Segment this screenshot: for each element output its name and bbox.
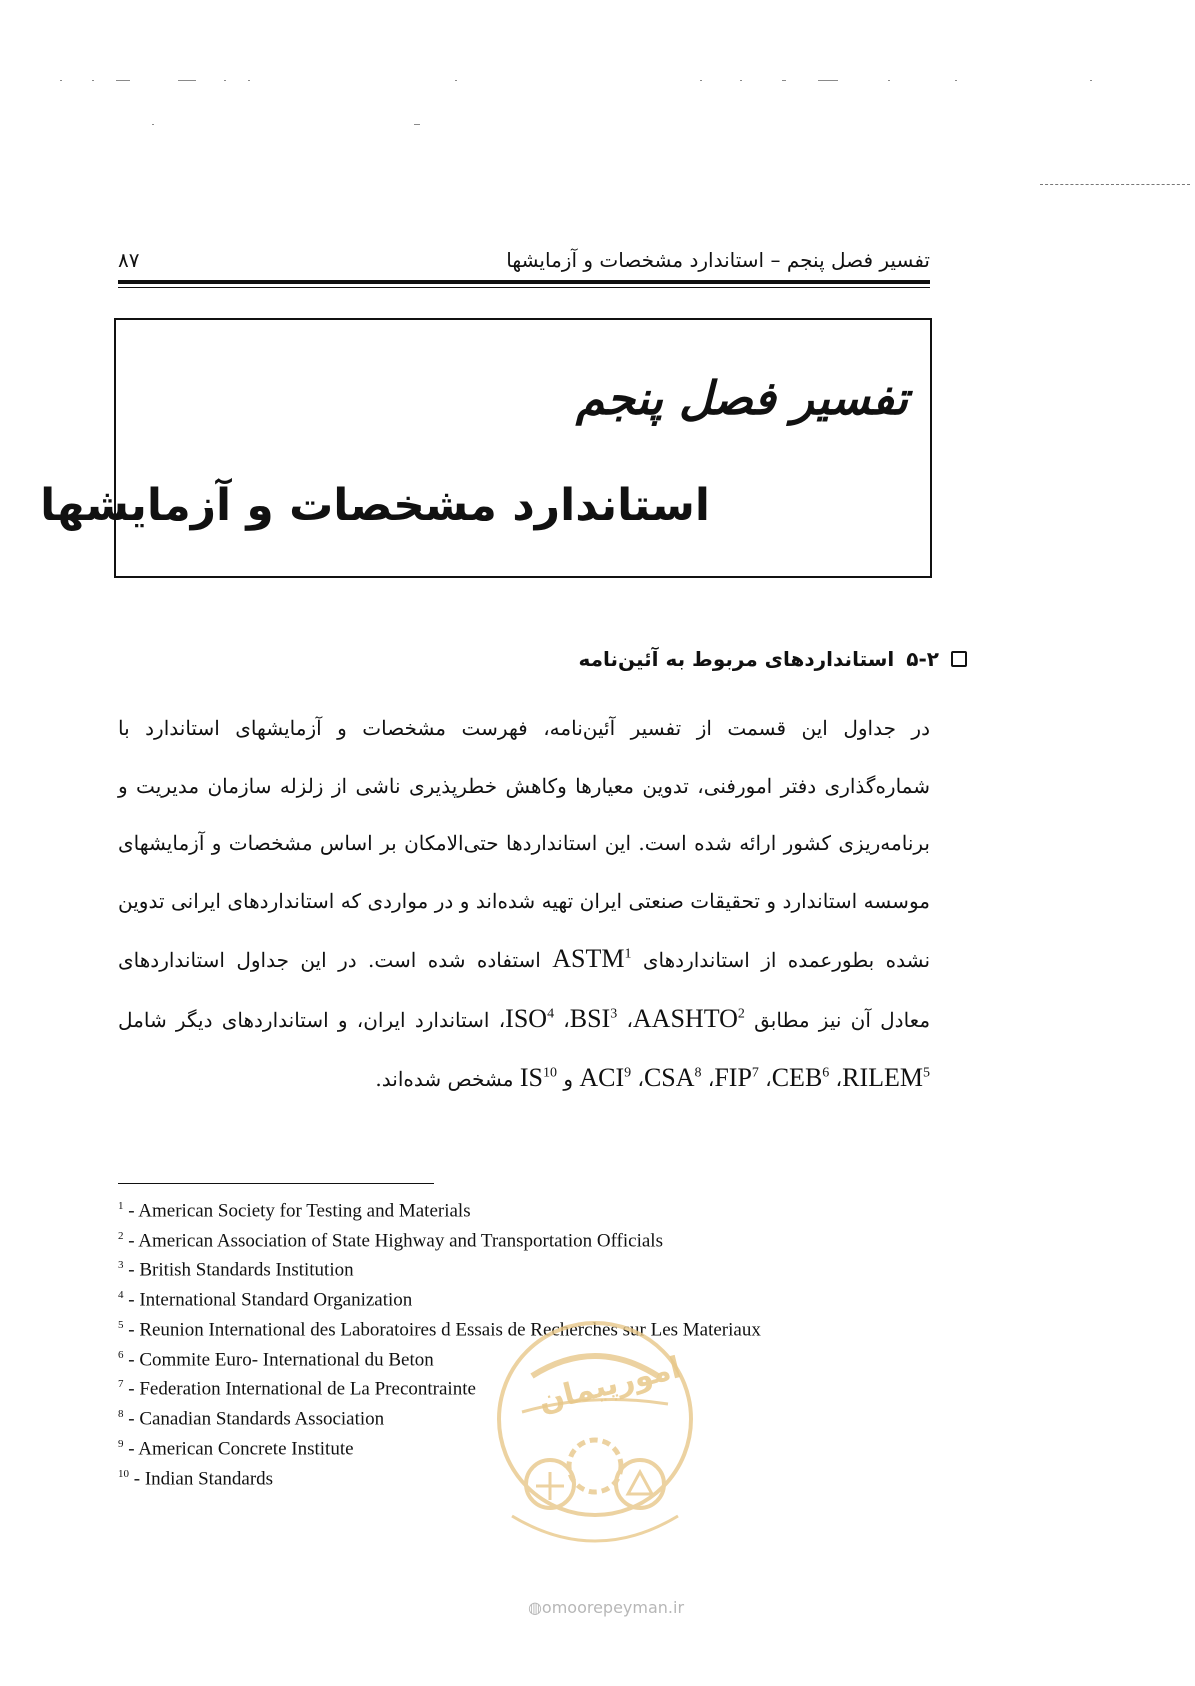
footnote-item: $^5$ - Reunion International des Laboratoires d Essais de Recherches sur Les Materiaux — [118, 1318, 761, 1341]
standard-csa: CSA$^8$ — [643, 1063, 702, 1092]
footnote-item: $^2$ - American Association of State Highway and Transportation Officials — [118, 1229, 663, 1252]
footnote-separator — [118, 1183, 434, 1184]
footnote-ref-1: 1 — [624, 946, 632, 962]
chapter-title-box — [40, 318, 932, 578]
footnote-item: $^4$ - International Standard Organization — [118, 1289, 413, 1311]
footnote-item: $^7$ - Federation International de La Precontrainte — [118, 1378, 476, 1400]
watermark-seal-text: امورپیمان — [534, 1350, 685, 1420]
header-rule — [118, 280, 930, 284]
section-heading — [578, 644, 967, 674]
footnote-item: $^{10}$ - Indian Standards — [118, 1467, 274, 1489]
chapter-subtitle: استاندارد مشخصات و آزمایشها — [40, 480, 710, 531]
standard-bsi: BSI$^3$ — [569, 1003, 618, 1033]
footnote-item: $^6$ - Commite Euro- International du Beton — [118, 1348, 434, 1370]
body-text-part-1: در جداول این قسمت از تفسیر آئین‌نامه، فهرست مشخصات و آزمایشهای استاندارد با شماره‌گذاری دفتر امورفنی، تدوین معیارها وکاهش خطرپذیری ناشی از زلزله سازمان مدیریت و برنامه‌ریزی کشور ارائه شده است. این استانداردها حتی‌الامکان بر اساس مشخصات و آزمایشهای موسسه استاندارد و تحقیقات صنعتی ایران تهیه شده‌اند و در مواردی که استانداردهای ایرانی تدوین نشده بطورعمده از استانداردهای — [118, 716, 931, 972]
footnote-item: $^3$ - British Standards Institution — [118, 1259, 354, 1281]
footnote-item: $^9$ - American Concrete Institute — [118, 1437, 354, 1460]
chapter-heading: تفسیر فصل پنجم — [575, 371, 908, 425]
checkbox-icon — [951, 651, 967, 667]
standard-ceb: CEB$^6$ — [771, 1063, 830, 1092]
body-text-part-3: استاندارد ایران، و استانداردهای دیگر شامل — [118, 1007, 490, 1032]
standard-rilem: RILEM$^5$ — [842, 1063, 930, 1092]
standard-astm: ASTM$^1$ — [552, 944, 632, 973]
standard-iso: ISO$^4$ — [505, 1003, 555, 1033]
standard-is: IS$^{10}$ — [519, 1063, 557, 1092]
page-number: ۸۷ — [118, 248, 140, 272]
watermark-url: ◍omoorepeyman.ir — [527, 1598, 685, 1617]
scan-noise — [0, 0, 1195, 140]
footnote-item: $^8$ - Canadian Standards Association — [118, 1408, 385, 1430]
body-text-part-4: مشخص شده‌اند. — [375, 1067, 514, 1091]
section-number: ۵-۲ — [906, 647, 939, 671]
conjunction: و — [563, 1067, 573, 1091]
running-header — [118, 246, 930, 282]
footnote-item: $^1$ - American Society for Testing and Materials — [118, 1200, 471, 1222]
scan-artifact-line — [1040, 184, 1190, 185]
header-rule-thin — [118, 287, 930, 288]
section-title: استانداردهای مربوط به آئین‌نامه — [578, 647, 895, 671]
body-paragraph: در جداول این قسمت از تفسیر آئین‌نامه، فهرست مشخصات و آزمایشهای استاندارد با شماره‌گذاری دفتر امورفنی، تدوین معیارها وکاهش خطرپذیری ناشی از زلزله سازمان مدیریت و برنامه‌ریزی کشور ارائه شده است. این استانداردها حتی‌الامکان بر اساس مشخصات و آزمایشهای موسسه استاندارد و تحقیقات صنعتی ایران تهیه شده‌اند و در مواردی که استانداردهای ایرانی تدوین نشده بطورعمده از استانداردهای ASTM$^1$ استفاده شده است. در این جداول استانداردهای معادل آن نیز مطابق AASHTO$^2$، BSI$^3$، ISO$^4$، استاندارد ایران، و استانداردهای دیگر شامل RILEM$^5$، CEB$^6$، FIP$^7$، CSA$^8$، ACI$^9$ و IS$^{10}$ مشخص شده‌اند. — [118, 716, 931, 1092]
body-text-part-2: استفاده شده است. در این جداول استانداردهای معادل آن نیز مطابق — [118, 948, 931, 1032]
globe-icon: ◍ — [527, 1598, 542, 1617]
standard-aci: ACI$^9$ — [579, 1063, 632, 1092]
watermark-seal — [492, 1316, 698, 1596]
header-title: تفسیر فصل پنجم – استاندارد مشخصات و آزمایشها — [506, 248, 930, 272]
standard-fip: FIP$^7$ — [714, 1063, 759, 1092]
standard-aashto: AASHTO$^2$ — [632, 1003, 745, 1033]
